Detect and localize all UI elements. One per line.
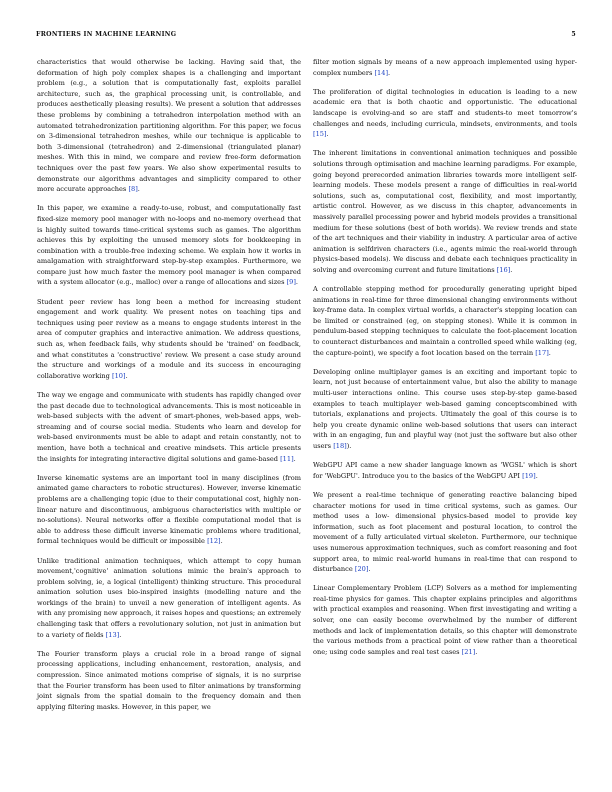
citation-link[interactable]: [21] — [461, 647, 476, 656]
citation-link[interactable]: [8] — [128, 185, 138, 194]
trailing-punctuation: . — [295, 278, 299, 287]
page-number: 5 — [571, 30, 576, 38]
citation-link[interactable]: [18] — [333, 441, 347, 450]
paragraph-text: WebGPU API came a new shader language known as 'WGSL' which is short for 'WebGPU'. Introduce you to the basics of the WebGPU API — [313, 461, 577, 480]
paragraph-text: The inherent limitations in conventional animation techniques and possible solutions through optimisation and machine learning paradigms. For example, going beyond prerecorded animation libraries towards more intelligent self-learning models. These models present a range of difficulties in real-world solutions, such as, computational cost, flexibility, and most importantly, artistic control. However, as we discuss in this chapter, advancements in massively parallel processing power and hybrid models provides a transitional medium for these solutions (best of both worlds). We review trends and state of the art techniques and their viability in industry. A particular area of active animation is selfdriven characters (i.e., agents mimic the real-world through physics-based models). We discuss and debate each techniques practicality in solving and overcoming current and future limitations — [313, 149, 577, 274]
trailing-punctuation: . — [220, 537, 223, 546]
paragraph — [37, 297, 301, 382]
citation-link[interactable]: [9] — [286, 278, 296, 287]
paragraph — [37, 390, 301, 464]
paragraph — [313, 490, 577, 575]
running-title: FRONTIERS IN MACHINE LEARNING — [36, 30, 177, 38]
paragraph — [37, 556, 301, 641]
paragraph — [37, 473, 301, 547]
paragraph-text: A controllable stepping method for procedurally generating upright biped animations in real-time for three dimensional changing environments without key-frame data. In complex virtual worlds, a character's stepping location can be limited or constrained (eg, on stepping stones). While it is common in pendulum-based stepping techniques to calculate the foot-placement location to counteract disturbances and maintain a controlled speed while walking (eg, the capture-point), we specify a foot location based on the terrain — [313, 285, 577, 357]
paragraph-text: The way we engage and communicate with students has rapidly changed over the past decade due to technological advancements. This is most noticeable in web-based subjects with the advent of smart-phones, web-based apps, web-streaming and of course social media. Students who learn and develop for web-based environments must be able to adapt and retain constantly, not to mention, have both a technical and creative mindsets. This article presents the insights for integrating interactive digital solutions and game-based — [37, 391, 301, 463]
paragraph — [313, 583, 577, 657]
paragraph — [37, 649, 301, 713]
paragraph-text: In this paper, we examine a ready-to-use, robust, and computationally fast fixed-size memory pool manager with no-loops and no-memory overhead that is highly suited towards time-critical systems such as games. The algorithm achieves this by exploiting the unused memory slots for bookkeeping in combination with a trouble-free indexing scheme. We explain how it works in amalgamation with straightforward step-by-step examples. Furthermore, we compare just how much faster the memory pool manager is when compared with a system allocator (e.g., malloc) over a range of allocations and sizes — [37, 204, 301, 287]
trailing-punctuation: . — [368, 565, 371, 574]
trailing-punctuation: . — [293, 454, 296, 463]
paragraph-text: characteristics that would otherwise be lacking. Having said that, the deformation of high poly complex shapes is a challenging and important problem (e.g., a solution that is computationally fast, exploits parallel architecture, such as, the graphical processing unit, is controllable, and produces aesthetically pleasing results). We present a solution that addresses these problems by combining a tetrahedron interpolation method with an automated tetrahedronization partitioning algorithm. For this paper, we focus on 3-dimensional tetrahedron meshes, while our technique is applicable to both 3-dimensional (tetrahedron) and 2-dimensional (triangulated planar) meshes. With this in mind, we compare and review free-form deformation techniques over the past few years. We also show experimental results to demonstrate our algorithms advantages and simplicity compared to other more accurate approaches — [37, 58, 301, 194]
left-column — [37, 57, 301, 777]
trailing-punctuation: . — [137, 185, 140, 194]
paragraph — [313, 148, 577, 275]
trailing-punctuation: . — [535, 471, 538, 480]
citation-link[interactable]: [10] — [112, 371, 126, 380]
paragraph — [313, 367, 577, 452]
paragraph — [313, 57, 577, 78]
citation-link[interactable]: [11] — [280, 454, 294, 463]
citation-link[interactable]: [19] — [522, 471, 536, 480]
running-header — [36, 29, 576, 39]
paragraph-text: The proliferation of digital technologies in education is leading to a new academic era that is both chaotic and opportunistic. The educational landscape is evolving-and so are staff and students-to meet tomorrow's challenges and needs, including curricula, mindsets, environments, and tools — [313, 87, 577, 128]
citation-link[interactable]: [20] — [354, 565, 369, 574]
paragraph-text: Inverse kinematic systems are an important tool in many disciplines (from animated game characters to robotic structures). However, inverse kinematic problems are a challenging topic (due to their computational cost, highly non-linear nature and discontinuous, ambiguous characteristics with multiple or no-solutions). Neural networks offer a flexible computational model that is able to address these difficult inverse kinematic problems where traditional, formal techniques would be difficult or impossible — [37, 473, 301, 546]
trailing-punctuation: . — [119, 630, 122, 639]
paragraph-text: We present a real-time technique of generating reactive balancing biped character motions for used in time critical systems, such as games. Our method uses a low- dimensional physics-based model to provide key information, such as foot placement and postural location, to control the movement of a fully articulated virtual skeleton. Furthermore, our technique uses numerous approximation techniques, such as comfort reasoning and foot support area, to mimic real-world humans in real-time that can respond to disturbance — [313, 490, 577, 574]
trailing-punctuation: . — [326, 130, 329, 139]
paragraph-text: filter motion signals by means of a new approach implemented using hyper-complex numbers — [313, 58, 577, 77]
citation-link[interactable]: [17] — [535, 348, 549, 357]
citation-link[interactable]: [14] — [374, 68, 389, 77]
trailing-punctuation: . — [388, 68, 391, 77]
body-columns — [37, 57, 577, 777]
right-column — [313, 57, 577, 777]
paragraph — [313, 87, 577, 140]
trailing-punctuation: . — [475, 647, 478, 656]
paragraph — [37, 203, 301, 288]
paragraph-text: Linear Complementary Problem (LCP) Solvers as a method for implementing real-time physics for games. This chapter explains principles and algorithms with practical examples and reasoning. When first investigating and writing a solver, one can easily become overwhelmed by the number of different methods and lack of implementation details, so this chapter will demonstrate the various methods from a practical point of view rather than a theoretical one; using code samples and real test cases — [313, 584, 577, 656]
paragraph-text: The Fourier transform plays a crucial role in a broad range of signal processing applications, including enhancement, restoration, analysis, and compression. Since animated motions comprise of signals, it is no surprise that the Fourier transform has been used to filter animations by transforming joint signals from the spatial domain to the frequency domain and then applying filtering masks. However, in this paper, we — [37, 649, 301, 711]
trailing-punctuation: . — [548, 348, 551, 357]
trailing-punctuation: . — [125, 371, 128, 380]
paragraph-text: Unlike traditional animation techniques, which attempt to copy human movement,'cognitive' animation solutions mimic the brain's approach to problem solving, ie, a logical (intelligent) thinking structure. This procedural animation solution uses bio-inspired insights (modelling nature and the workings of the brain) to unveil a new generation of intelligent agents. As with any promising new approach, it raises hopes and questions; an extremely challenging task that offers a revolutionary solution, not just in animation but to a variety of fields — [37, 556, 301, 639]
citation-link[interactable]: [13] — [105, 630, 120, 639]
trailing-punctuation: ). — [346, 441, 352, 450]
paragraph-text: Student peer review has long been a method for increasing student engagement and work quality. We present notes on teaching tips and techniques using peer review as a means to engage students interest in the area of computer graphics and interactive animation. We address questions, such as, when feedback fails, why students should be 'trained' on feedback, and what constitutes a 'constructive' review. We present a case study around the structure and workings of a module and its success in encouraging collaborative working — [37, 297, 301, 380]
citation-link[interactable]: [15] — [313, 130, 327, 139]
citation-link[interactable]: [16] — [496, 265, 511, 274]
paragraph — [37, 57, 301, 195]
paragraph — [313, 284, 577, 358]
paragraph — [313, 460, 577, 481]
paragraph-text: Developing online multiplayer games is an exciting and important topic to learn, not just because of entertainment value, but also the ability to manage multi-user interactions online. This course uses step-by-step game-based examples to teach multiplayer web-based gaming conceptscombined with tutorials, explanations and projects. Ultimately the goal of this course is to help you create dynamic online web-based solutions that users can interact with in an engaging, fun and playful way (not just the software but also other users — [313, 367, 577, 450]
trailing-punctuation: . — [510, 265, 513, 274]
citation-link[interactable]: [12] — [207, 537, 221, 546]
